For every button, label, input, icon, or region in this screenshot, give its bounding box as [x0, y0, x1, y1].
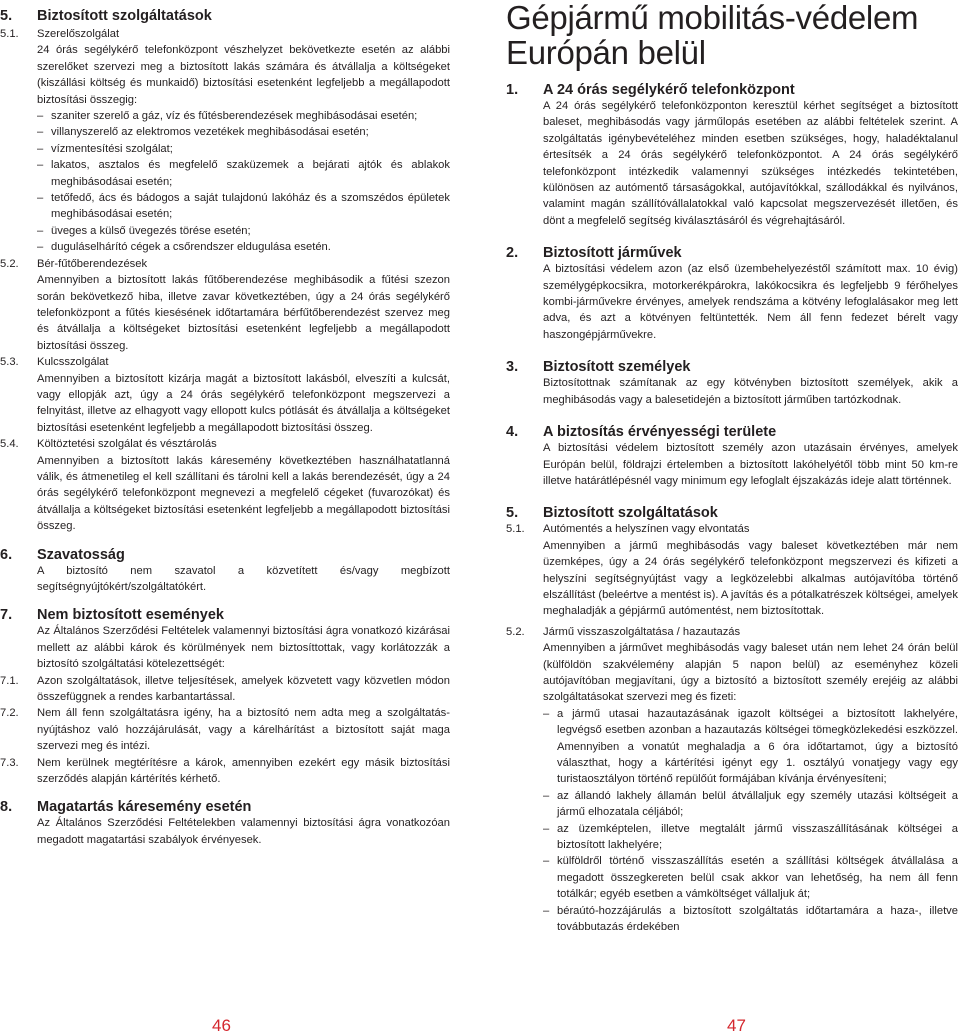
subsection-number: 5.1.	[0, 28, 19, 40]
section-number: 2.	[506, 245, 519, 262]
section-number: 4.	[506, 424, 519, 441]
dash-list	[543, 706, 958, 936]
section-title: Magatartás káresemény esetén	[37, 799, 252, 816]
subsection-number: 7.1.	[0, 674, 19, 687]
section-7-heading	[0, 607, 450, 623]
subsection-5-3	[0, 354, 450, 436]
list-item: – duguláselhárító cégek a csőrendszer eldugulása esetén.	[37, 239, 450, 255]
subsection-7-1	[0, 673, 450, 706]
list-item: – béraútó-hozzájárulás a biztosított szolgáltatás időtartamára a haza-, illetve továbbutazás érdekében	[543, 903, 958, 936]
dash-list	[37, 108, 450, 256]
section-3-text: Biztosítottnak számítanak az egy kötvényben biztosított személyek, akik a meghibásodás vagy a balesetidején a biztosított járműben tartózkodnak.	[543, 377, 958, 406]
section-number: 7.	[0, 607, 13, 624]
section-1-heading	[506, 82, 958, 98]
section-6-heading	[0, 547, 450, 563]
subsection-text: Azon szolgáltatások, illetve teljesítések, amelyek közvetett vagy közvetlen módon összefüggnek a rendes karbantartással.	[37, 674, 450, 704]
subsection-5-1	[506, 521, 958, 619]
subsection-number: 5.3.	[0, 356, 19, 369]
section-number: 5.	[506, 505, 519, 522]
subsection-text: Amennyiben a biztosított lakás káresemény következtében használhatatlanná válik, és átmenetileg el kell szállítani és tárolni kell a lakás berendezését, úgy a 24 órás segélykérő telefonközpont megnevezi a megfelelő cégeket (fuvarozókat) és átvállalja a költségeket biztosítási esetenként legfeljebb a megállapodott biztosítási összeg.	[37, 454, 450, 533]
section-7-text: Az Általános Szerződési Feltételek valamennyi biztosítási ágra vonatkozó kizárásai mellett az alábbi károk és körülmények nem biztosíttottak, vagy korlátozzák a biztosító szolgáltatási kötelezettségét:	[37, 625, 450, 671]
section-4-text: A biztosítási védelem biztosított személy azon utazásain érvényes, amelyek Európán belül, földrajzi értelemben a biztosított lakóhelyétől több mint 50 km-re illetve határátlépésnél vagy minimum egy lefoglalt éjszakázás ideje alatt történnek.	[543, 442, 958, 487]
section-6-text: A biztosító nem szavatol a közvetített és/vagy megbízott segítségnyújtókért/szolgáltatókért.	[37, 564, 450, 593]
section-title: Biztosított személyek	[543, 359, 691, 376]
list-item: – az állandó lakhely államán belül átvállaljuk egy személy utazási költségeit a jármű elhozatala céljából;	[543, 788, 958, 821]
list-item: – üveges a külső üvegezés törése esetén;	[37, 223, 450, 239]
subsection-number: 7.2.	[0, 707, 19, 720]
section-number: 5.	[0, 8, 13, 24]
list-item: – lakatos, asztalos és megfelelő szaküzemek a bejárati ajtók és ablakok meghibásodásai esetén;	[37, 157, 450, 190]
section-title: A 24 órás segélykérő telefonközpont	[543, 82, 795, 98]
section-title: Nem biztosított események	[37, 607, 224, 624]
subsection-5-2	[0, 256, 450, 354]
subsection-number: 5.1.	[506, 523, 525, 536]
list-item: – a jármű utasai hazautazásának igazolt költségei a biztosított lakhelyére, legvégső esetben azonban a hazautazás költségei tömegközlekedési eszközzel. Amennyiben a vonatút meghaladja a 6 óra időtartamot, úgy a biztosító választhat, hogy a kártérítési igényt egy 1. osztályú vonatjegy vagy egy turistaosztályon történő repülőút formájában kívánja érvényesíteni;	[543, 706, 958, 788]
section-5-heading	[506, 505, 958, 521]
list-item: – külföldről történő visszaszállítás esetén a szállítási költségek átvállalása a megadott összegkereten belül csak akkor van lehetőség, ha nem áll fenn totálkár; egyéb esetben a vámköltséget vállaljuk át;	[543, 853, 958, 902]
subsection-5-4	[0, 436, 450, 534]
subsection-number: 7.3.	[0, 756, 19, 769]
section-4-heading	[506, 424, 958, 440]
list-item: – az üzemképtelen, illetve megtalált jármű visszaszállításának költségei a biztosított lakhelyére;	[543, 821, 958, 854]
section-title: Biztosított járművek	[543, 245, 682, 262]
subsection-5-2	[506, 624, 958, 936]
subsection-title: Kulcsszolgálat	[37, 356, 109, 369]
subsection-text: Amennyiben a biztosított kizárja magát a biztosított lakásból, elveszíti a kulcsát, vagy ellopják azt, úgy a 24 órás segélykérő telefonközpont megszervezi a felnyitást, illetve az elhagyott vagy ellopott kulcs pótlását és átvállalja a költségeket biztosítási esetenként legfeljebb a megállapodott biztosítási összeg.	[37, 372, 450, 434]
subsection-title: Autómentés a helyszínen vagy elvontatás	[543, 523, 750, 536]
subsection-7-3	[0, 755, 450, 788]
section-8-text: Az Általános Szerződési Feltételekben valamennyi biztosítási ágra vonatkozóan megadott magatartási szabályok érvényesek.	[37, 817, 450, 846]
section-title: Biztosított szolgáltatások	[543, 505, 718, 522]
section-2-heading	[506, 245, 958, 261]
section-number: 1.	[506, 82, 519, 98]
section-5-heading	[0, 8, 450, 24]
section-title: Szavatosság	[37, 546, 125, 563]
section-2-text: A biztosítási védelem azon (az első üzembehelyezéstől számított max. 10 évig) személygépkocsikra, motorkerékpárokra, lakókocsikra és legfeljebb 9 férőhelyes kombi-járművekre érvényes, amelyek rendszáma a kötvény lefoglalásakor meg lett adva, és azt a kötvényen feltüntették. Nem áll fenn fedezet bérelt vagy haszongépjárművekre.	[543, 263, 958, 341]
section-1-text: A 24 órás segélykérő telefonközponton keresztül kérhet segítséget a biztosított baleset, meghibásodás vagy járműlopás esetében az alábbi feltételek szerint. A szolgáltatás igénybevételéhez minden esetben szükséges, hogy, haladéktalanul értesítsék a 24 órás segélykérő telefonközpontot. A 24 órás segélykérő telefonközpont intézkedik valamennyi szükséges intézkedés tekintetében, különösen az autómentő társaságokkal, autójavítókkal, szállodákkal és nyilvános, valamint magán szállítóvállalatokkal való kapcsolat megszervezését illetően, és dönt a megfelelő segítség kiválasztásáról és végrehajtásáról.	[543, 100, 958, 227]
subsection-text: Amennyiben a biztosított lakás fűtőberendezése meghibásodik a fűtési szezon során bekövetkező hiba, illetve zavar következtében, úgy a 24 órás segélykérő telefonközpont a fűtés kiesésének időtartamára bérfűtőberendezést szervez meg és átvállalja a költségeket biztosítási esetenként legfeljebb a megállapodott biztosítási összeg.	[37, 274, 450, 352]
subsection-text: Nem kerülnek megtérítésre a károk, amennyiben ezekért egy másik biztosítási szerződés alapján kártérítés kérhető.	[37, 756, 450, 786]
section-number: 3.	[506, 359, 519, 376]
list-item: – tetőfedő, ács és bádogos a saját tulajdonú lakóház és a szomszédos épületek meghibásodásai esetén;	[37, 190, 450, 223]
left-column	[0, 0, 450, 848]
subsection-title: Költöztetési szolgálat és vésztárolás	[37, 438, 217, 451]
subsection-text: Nem áll fenn szolgáltatásra igény, ha a biztosító nem adta meg a szolgáltatás-nyújtáshoz való hozzájárulását, vagy a kárelhárítást a biztosított saját maga szervezi meg és intézi.	[37, 707, 450, 753]
subsection-title: Szerelőszolgálat	[37, 28, 120, 40]
section-8-heading	[0, 799, 450, 815]
right-column	[506, 0, 958, 935]
subsection-number: 5.2.	[0, 257, 19, 270]
subsection-text: Amennyiben a jármű meghibásodás vagy baleset következtében már nem üzemképes, úgy a 24 órás segélykérő telefonközpont megszervezi és kifizeti a helyszíni segítségnyújtást vagy a legközelebbi alkalmas autójavítóba történő elszállítást (beleértve a mentést is). A javítás és a pótalkatrészek költségei, amelyek meghaladják a gépjármű autómentést, nem biztosítottak.	[543, 539, 958, 618]
subsection-text: 24 órás segélykérő telefonközpont vészhelyzet bekövetkezte esetén az alábbi szerelőket szervezi meg a biztosított lakás számára és átvállalja a költségeket (kiszállási költség és munkaidő) biztosítási esetenként legfeljebb a megállapodott biztosítási összegig:	[37, 44, 450, 106]
section-3-heading	[506, 359, 958, 375]
subsection-5-1	[0, 26, 450, 256]
subsection-number: 5.2.	[506, 625, 525, 638]
subsection-title: Jármű visszaszolgáltatása / hazautazás	[543, 625, 741, 638]
subsection-7-2	[0, 705, 450, 754]
section-number: 8.	[0, 799, 13, 816]
section-title: Biztosított szolgáltatások	[37, 8, 212, 24]
subsection-title: Bér-fűtőberendezések	[37, 257, 148, 270]
section-title: A biztosítás érvényességi területe	[543, 424, 777, 441]
list-item: – szaniter szerelő a gáz, víz és fűtésberendezések meghibásodásai esetén;	[37, 108, 450, 124]
subsection-text: Amennyiben a járművet meghibásodás vagy baleset után nem lehet 24 órán belül (külföldön szakvélemény alapján 5 napon belül) az eseményhez közeli autójavítóban megjavítani, úgy a biztosító a biztosított személy erejéig az alábbi szolgáltatásokat szervezi meg és fizeti:	[543, 642, 958, 704]
page-number-left: 46	[212, 1016, 231, 1034]
subsection-number: 5.4.	[0, 438, 19, 451]
list-item: – villanyszerelő az elektromos vezetékek meghibásodásai esetén;	[37, 124, 450, 140]
list-item: – vízmentesítési szolgálat;	[37, 141, 450, 157]
page-number-right: 47	[727, 1016, 746, 1034]
section-number: 6.	[0, 546, 13, 563]
page-title: Gépjármű mobilitás-védelem Európán belül	[506, 0, 919, 71]
